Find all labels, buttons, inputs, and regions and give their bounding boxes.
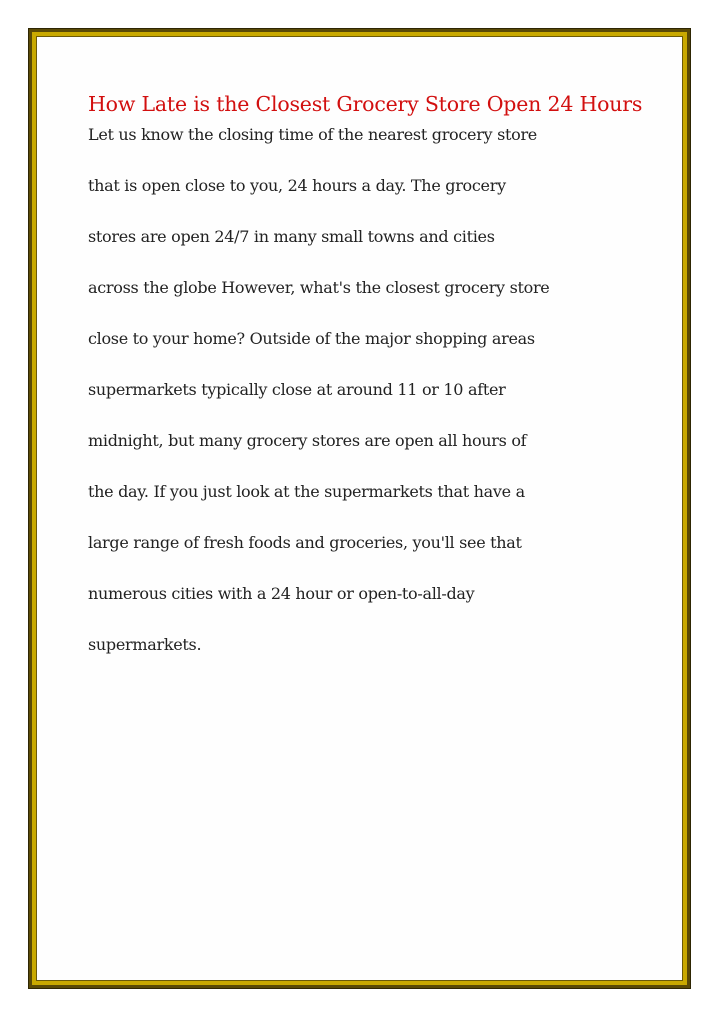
body-line: that is open close to you, 24 hours a day. The grocery — [88, 176, 506, 195]
document-body — [88, 109, 648, 670]
body-line: the day. If you just look at the supermarkets that have a — [88, 482, 525, 501]
body-line: stores are open 24/7 in many small towns and cities — [88, 227, 495, 246]
body-line: supermarkets typically close at around 11 or 10 after — [88, 380, 506, 399]
body-line: large range of fresh foods and groceries, you'll see that — [88, 533, 522, 552]
body-line: Let us know the closing time of the nearest grocery store — [88, 125, 537, 144]
body-line: numerous cities with a 24 hour or open-to-all-day — [88, 584, 475, 603]
body-line: close to your home? Outside of the major shopping areas — [88, 329, 535, 348]
document-title: How Late is the Closest Grocery Store Open 24 Hours — [88, 92, 643, 116]
body-line: supermarkets. — [88, 635, 202, 654]
body-line: across the globe However, what's the closest grocery store — [88, 278, 550, 297]
document-content — [88, 88, 648, 670]
body-line: midnight, but many grocery stores are open all hours of — [88, 431, 527, 450]
